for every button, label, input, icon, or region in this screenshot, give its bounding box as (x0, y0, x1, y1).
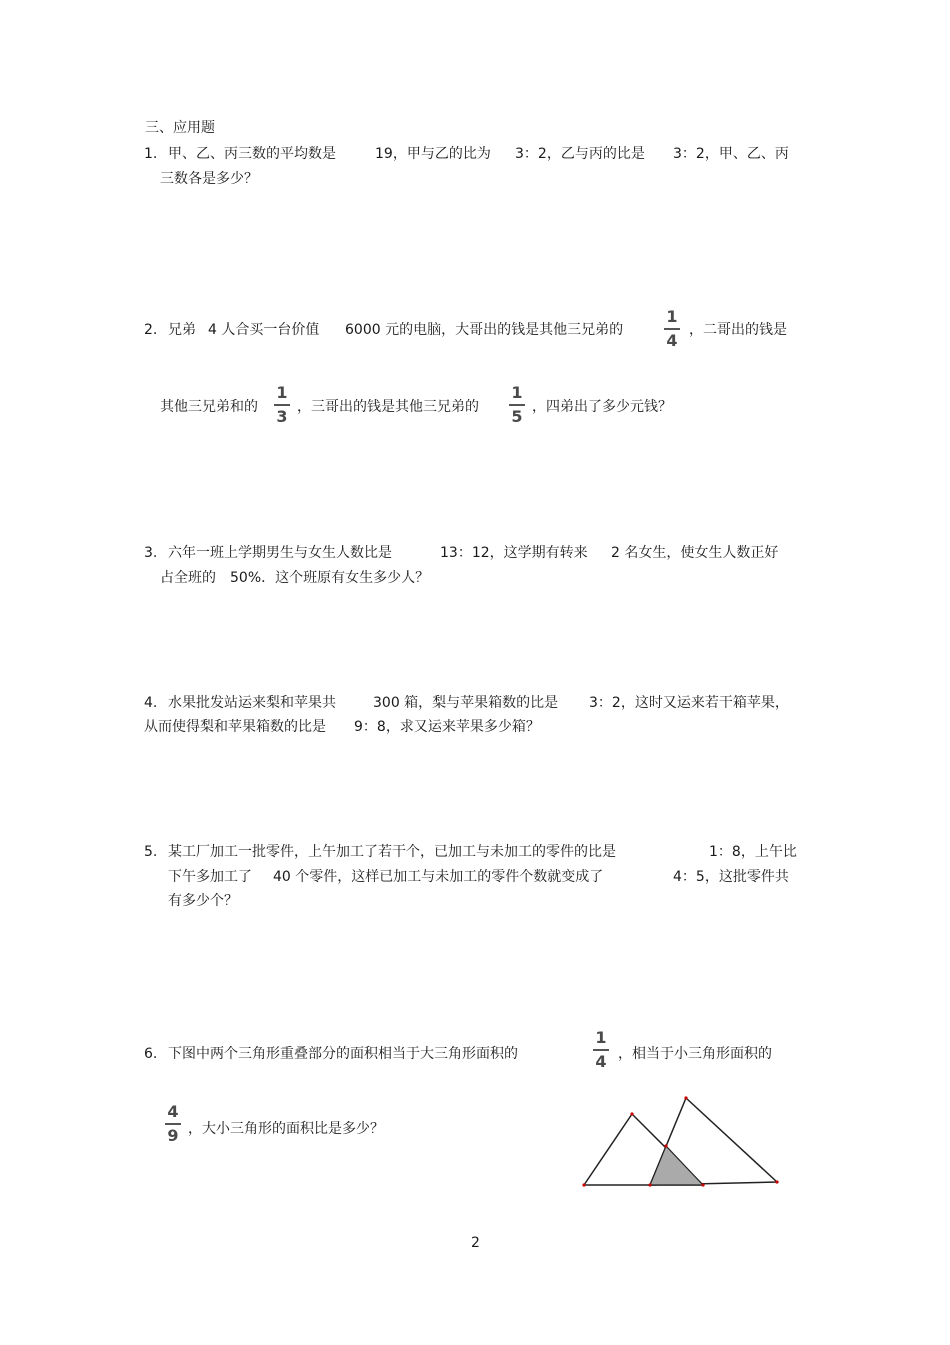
fraction-one-quarter: 1 4 (662, 308, 682, 350)
problem-text: ，大小三角形的面积比是多少？ (188, 1121, 384, 1137)
problem-text: 2 名女生，使女生人数正好 (611, 545, 779, 561)
problem-number: 4. (144, 695, 158, 711)
fraction-four-ninths: 4 9 (163, 1103, 183, 1145)
page-number: 2 (471, 1235, 480, 1251)
problem-text: 从而使得梨和苹果箱数的比是 9：8，求又运来苹果多少箱？ (144, 719, 540, 735)
problem-text: ，四弟出了多少元钱？ (532, 399, 672, 415)
problem-text: ，三哥出的钱是其他三兄弟的 (297, 399, 479, 415)
problem-text: 3：2，甲、乙、丙 (673, 146, 789, 162)
overlapping-triangles-figure (578, 1092, 788, 1192)
problem-text: 占全班的 50%．这个班原有女生多少人？ (160, 570, 430, 586)
problem-text: ，二哥出的钱是 (689, 322, 787, 338)
section-title: 三、应用题 (145, 120, 215, 136)
fraction-one-third: 1 3 (272, 384, 292, 426)
fraction-one-fifth: 1 5 (507, 384, 527, 426)
problem-text: 甲、乙、丙三数的平均数是 (168, 146, 336, 162)
problem-text: 3：2，这时又运来若干箱苹果， (589, 695, 789, 711)
problem-text: 19，甲与乙的比为 (375, 146, 491, 162)
problem-text: 3：2，乙与丙的比是 (515, 146, 645, 162)
problem-text: 水果批发站运来梨和苹果共 (168, 695, 336, 711)
problem-number: 2. (144, 322, 158, 338)
problem-text: 40 个零件，这样已加工与未加工的零件个数就变成了 (273, 869, 604, 885)
problem-text: 6000 元的电脑，大哥出的钱是其他三兄弟的 (345, 322, 624, 338)
problem-text: 六年一班上学期男生与女生人数比是 (168, 545, 392, 561)
problem-text: 有多少个？ (168, 893, 238, 909)
problem-text: 4 人合买一台价值 (208, 322, 320, 338)
problem-text: 13：12，这学期有转来 (440, 545, 588, 561)
problem-number: 6. (144, 1046, 158, 1062)
fraction-one-quarter: 1 4 (591, 1029, 611, 1071)
problem-text: 1：8，上午比 (709, 844, 797, 860)
problem-text: 某工厂加工一批零件，上午加工了若干个，已加工与未加工的零件的比是 (168, 844, 616, 860)
problem-text: 300 箱，梨与苹果箱数的比是 (373, 695, 559, 711)
problem-text: 4：5，这批零件共 (673, 869, 789, 885)
problem-text: 下图中两个三角形重叠部分的面积相当于大三角形面积的 (168, 1046, 518, 1062)
problem-text: 其他三兄弟和的 (160, 399, 258, 415)
problem-text: 兄弟 (168, 322, 196, 338)
problem-number: 3. (144, 545, 158, 561)
problem-text: 下午多加工了 (168, 869, 252, 885)
problem-text: 三数各是多少？ (160, 171, 258, 187)
problem-number: 5. (144, 844, 158, 860)
problem-text: ，相当于小三角形面积的 (618, 1046, 772, 1062)
overlap-region (650, 1146, 703, 1185)
problem-number: 1. (144, 146, 158, 162)
